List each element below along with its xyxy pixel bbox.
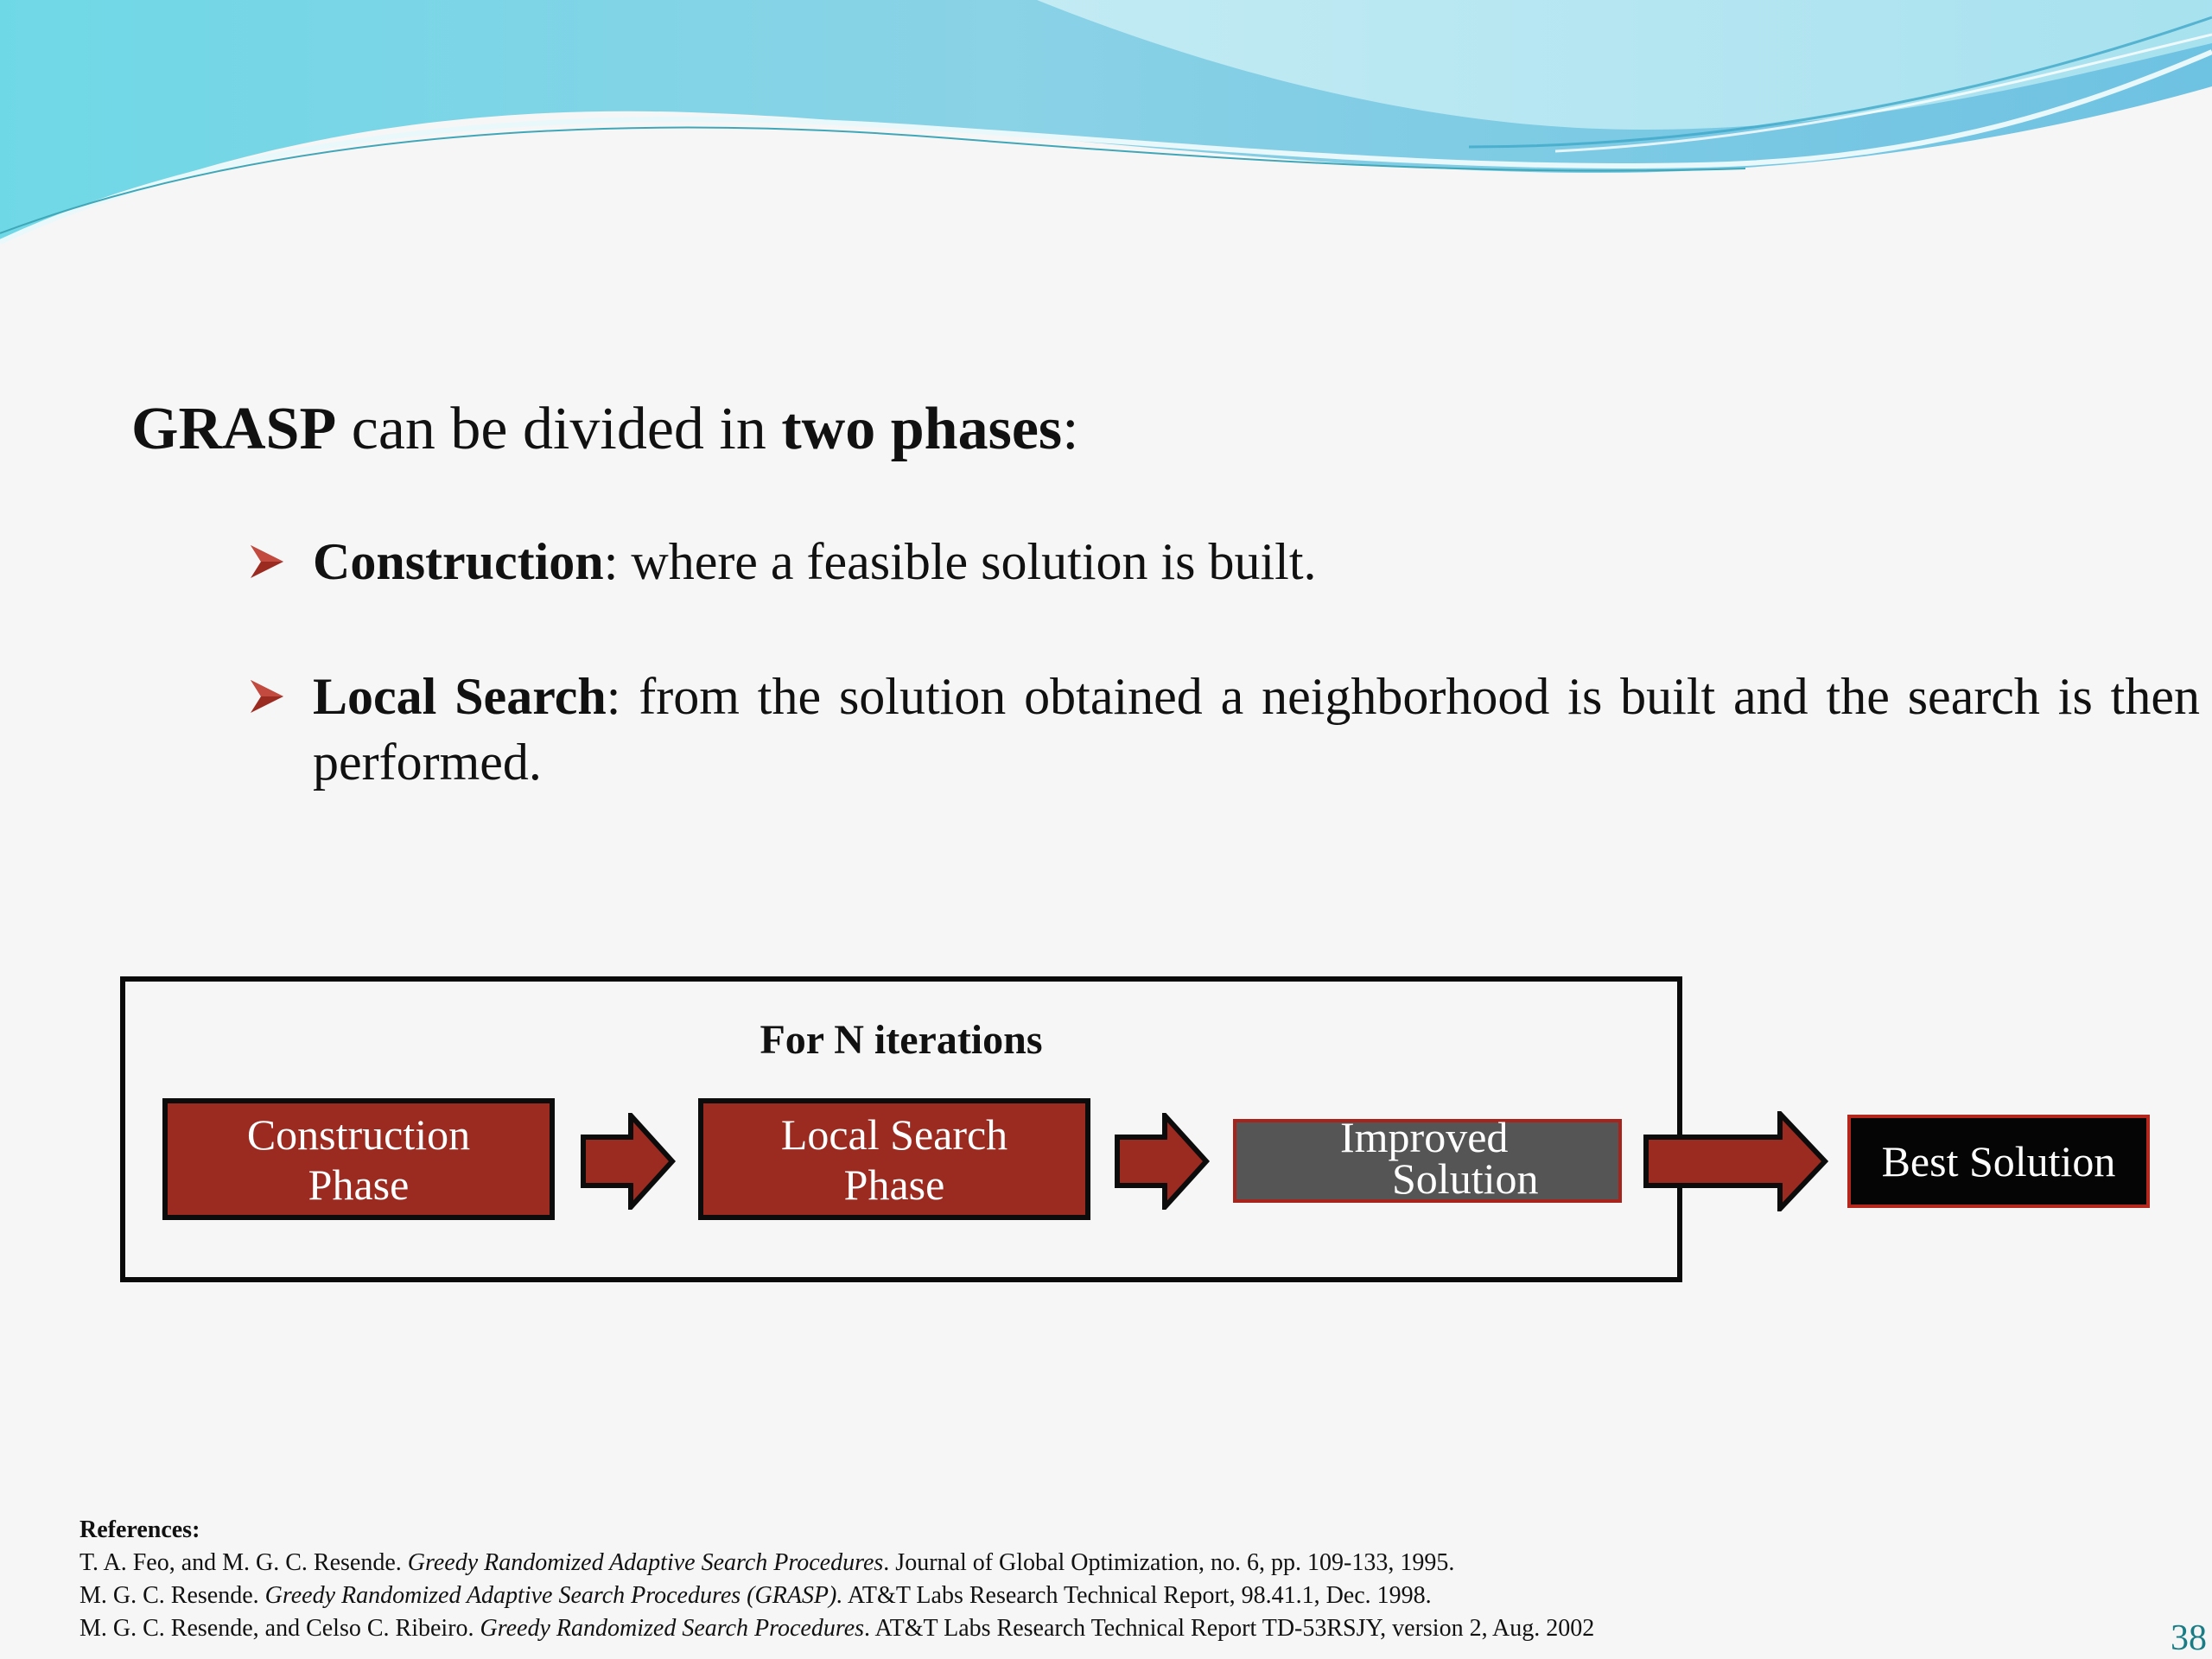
- bullet-local-search: [247, 664, 2200, 795]
- reference-title: Greedy Randomized Adaptive Search Procedures: [407, 1549, 884, 1576]
- header-wave-decoration: [0, 0, 2212, 259]
- reference-authors: T. A. Feo, and M. G. C. Resende.: [79, 1549, 408, 1576]
- bullet-term: Construction: [313, 533, 604, 590]
- reference-authors: M. G. C. Resende.: [79, 1582, 265, 1609]
- page-number: 38: [2171, 1618, 2207, 1658]
- references: [79, 1514, 1594, 1645]
- bullet-construction: [247, 529, 2200, 594]
- construction-phase-line2: Phase: [308, 1160, 410, 1209]
- improved-solution-line2: Solution: [1392, 1154, 1539, 1203]
- reference-item: [79, 1580, 1594, 1612]
- reference-title: Greedy Randomized Search Procedures: [480, 1615, 865, 1642]
- arrow-right-icon: [1115, 1113, 1210, 1210]
- heading-term-grasp: GRASP: [131, 396, 337, 462]
- iteration-loop-label: For N iterations: [760, 1017, 1043, 1063]
- slide-heading: [131, 391, 1079, 468]
- arrow-right-icon: [1643, 1111, 1828, 1211]
- construction-phase-box: [162, 1098, 555, 1220]
- local-search-phase-box: [698, 1098, 1090, 1220]
- heading-term-two-phases: two phases: [781, 396, 1063, 462]
- improved-solution-line1: Improved: [1340, 1113, 1509, 1161]
- heading-text-2: :: [1062, 396, 1079, 462]
- arrowhead-bullet-icon: [247, 529, 313, 594]
- bullet-desc: : from the solution obtained a neighborhood is built and the search is then performed.: [313, 668, 2200, 791]
- bullet-term: Local Search: [313, 668, 607, 725]
- arrow-right-icon: [581, 1113, 676, 1210]
- bullet-desc: : where a feasible solution is built.: [603, 533, 1317, 590]
- improved-solution-box: [1233, 1113, 1622, 1203]
- local-search-phase-line1: Local Search: [780, 1109, 1008, 1159]
- construction-phase-line1: Construction: [246, 1109, 471, 1159]
- reference-authors: M. G. C. Resende, and Celso C. Ribeiro.: [79, 1615, 480, 1642]
- best-solution-box: Best Solution: [1847, 1115, 2150, 1208]
- local-search-phase-line2: Phase: [843, 1160, 945, 1209]
- reference-item: [79, 1612, 1594, 1645]
- reference-source: . AT&T Labs Research Technical Report TD-53RSJY, version 2, Aug. 2002: [864, 1615, 1595, 1642]
- reference-item: [79, 1547, 1594, 1580]
- reference-source: . Journal of Global Optimization, no. 6, pp. 109-133, 1995.: [883, 1549, 1455, 1576]
- reference-source: AT&T Labs Research Technical Report, 98.41.1, Dec. 1998.: [842, 1582, 1432, 1609]
- arrowhead-bullet-icon: [247, 664, 313, 729]
- references-heading: References:: [79, 1516, 200, 1543]
- reference-title: Greedy Randomized Adaptive Search Procedures (GRASP).: [264, 1582, 843, 1609]
- heading-text-1: can be divided in: [336, 396, 782, 462]
